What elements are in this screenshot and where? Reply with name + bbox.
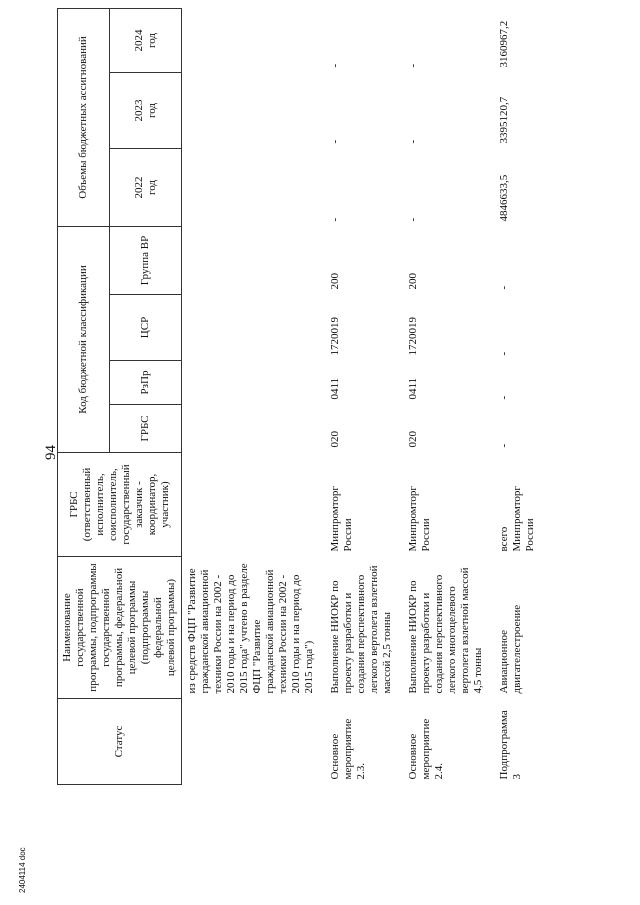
cell-vr: -	[498, 285, 510, 290]
table-row	[404, 8, 495, 784]
cell-grbs: Минпромторг России	[407, 486, 432, 552]
cell-2024	[182, 8, 327, 72]
cell-2024: -	[407, 63, 419, 68]
cell-csr: 1720019	[407, 317, 419, 356]
cell-csr: -	[498, 351, 510, 356]
cell-grbs-code: 020	[407, 431, 419, 448]
header-grbs: ГРБС (ответственный исполнитель, соисполнитель, государственный заказчик - координатор, участник)	[58, 453, 182, 557]
cell-vr: 200	[329, 273, 341, 290]
cell-vr	[182, 226, 327, 294]
header-vr: Группа ВР	[110, 226, 182, 294]
cell-rzpr	[182, 361, 327, 405]
cell-csr: 1720019	[329, 317, 341, 356]
cell-status	[182, 699, 327, 785]
header-year-2022: 2022 год	[110, 148, 182, 226]
cell-grbs-code	[182, 405, 327, 453]
cell-2022: 4846633,5	[498, 174, 510, 222]
budget-table	[57, 8, 547, 785]
cell-name: Выполнение НИОКР по проекту разработки и создания перспективного легкого вертолета взлетной массой 2,5 тонны	[329, 565, 393, 694]
cell-rzpr: 0411	[329, 377, 341, 400]
cell-2023	[182, 72, 327, 148]
cell-2024: 3160967,2	[498, 20, 510, 68]
cell-name: Авиационное двигателестроение	[498, 604, 523, 694]
table-row	[182, 8, 327, 784]
cell-grbs: всего Минпромторг России	[498, 486, 536, 552]
cell-name: Выполнение НИОКР по проекту разработки и создания перспективного легкого многоцелевого вертолета взлетной массой 4,5 тонны	[407, 567, 484, 694]
header-grbs-code: ГРБС	[110, 405, 182, 453]
table-row	[495, 8, 547, 784]
cell-2023: 3395120,7	[498, 96, 510, 144]
cell-grbs: Минпромторг России	[329, 486, 354, 552]
cell-2023: -	[329, 139, 341, 144]
table-row	[326, 8, 404, 784]
cell-rzpr: -	[498, 395, 510, 400]
cell-2024: -	[329, 63, 341, 68]
cell-grbs-code: -	[498, 443, 510, 448]
header-volumes: Объемы бюджетных ассигнований	[58, 8, 110, 226]
cell-status: Подпрограмма 3	[498, 710, 523, 780]
cell-vr: 200	[407, 273, 419, 290]
header-row-top	[58, 8, 110, 784]
page-number: 94	[43, 445, 59, 460]
cell-2022: -	[407, 217, 419, 222]
cell-rzpr: 0411	[407, 377, 419, 400]
cell-2022	[182, 148, 327, 226]
header-year-2024: 2024 год	[110, 8, 182, 72]
cell-name: из средств ФЦП "Развитие гражданской авиационной техники России на 2002 - 2010 годы и на период до 2015 года" учтено в разделе ФЦП "Развитие гражданской авиационной техники России на 2002 - 2010 годы и на период до 2015 года")	[186, 563, 315, 694]
header-budget-code: Код бюджетной классификации	[58, 226, 110, 452]
header-csr: ЦСР	[110, 295, 182, 361]
document-filename: 2404114 doc	[18, 847, 27, 893]
cell-2022: -	[329, 217, 341, 222]
cell-grbs-code: 020	[329, 431, 341, 448]
cell-status: Основное мероприятие 2.4.	[407, 718, 445, 780]
header-rzpr: РзПр	[110, 361, 182, 405]
header-year-2023: 2023 год	[110, 72, 182, 148]
cell-2023: -	[407, 139, 419, 144]
header-status: Статус	[58, 699, 182, 785]
header-name: Наименование государственной программы, подпрограммы государственной программы, федеральной целевой программы (подпрограммы федеральной целевой программы)	[58, 557, 182, 699]
cell-csr	[182, 295, 327, 361]
cell-grbs	[182, 453, 327, 557]
cell-status: Основное мероприятие 2.3.	[329, 718, 367, 780]
